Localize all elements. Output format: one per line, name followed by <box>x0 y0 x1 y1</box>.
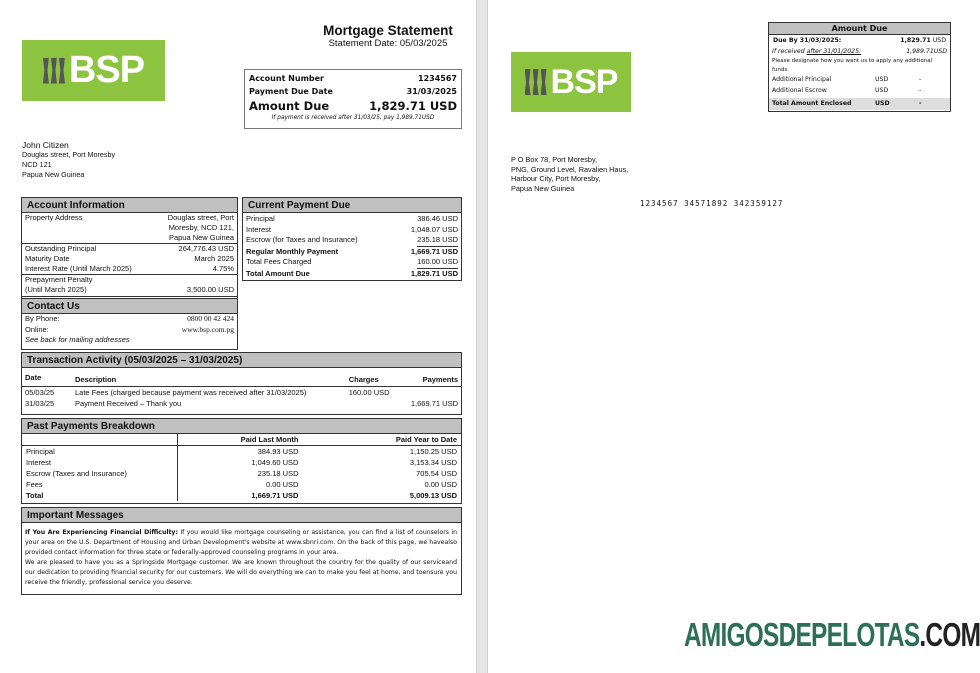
amount-due: 1,829.71 USD <box>369 99 457 113</box>
col-payments: Payments <box>422 374 458 384</box>
currency: USD <box>875 76 889 83</box>
contact-title: Contact Us <box>22 299 237 314</box>
cell: Principal <box>22 446 177 458</box>
payment-row <box>243 247 461 258</box>
payment-label: Regular Monthly Payment <box>246 246 339 256</box>
rate-label: Interest Rate (Until March 2025) <box>25 264 132 273</box>
micr-line: 1234567 34571892 342359127 <box>640 199 784 208</box>
cell: 1,669.71 USD <box>251 491 299 500</box>
property-label: Property Address <box>25 213 83 222</box>
watermark <box>684 616 980 654</box>
payment-value: 1,048.07 USD <box>410 224 458 234</box>
payment-coupon <box>768 22 951 112</box>
cell <box>346 398 400 409</box>
cell: 1,049.60 USD <box>251 458 299 467</box>
payment-value: 1,829.71 USD <box>410 268 458 278</box>
add-escrow-label: Additional Escrow <box>772 87 827 94</box>
total-enclosed-label: Total Amount Enclosed <box>772 100 852 107</box>
due-date-label: Payment Due Date <box>249 87 333 96</box>
section-title: Past Payments Breakdown <box>22 419 461 434</box>
watermark-name: AMIGOSDEPELOTAS <box>684 616 920 653</box>
return-address <box>511 155 628 193</box>
page-divider <box>476 0 488 673</box>
important-messages <box>21 507 462 595</box>
payment-row <box>243 235 461 247</box>
cell: 235.18 USD <box>257 469 299 478</box>
past-payment-row <box>22 446 461 458</box>
cell: Interest <box>22 457 177 468</box>
section-title: Transaction Activity (05/03/2025 – 31/03/2025) <box>22 353 461 368</box>
cell: Late Fees (charged because payment was received after 31/03/2025) <box>75 388 307 397</box>
late-payment-note: If payment is received after 31/03/25, pay 1,989.71USD <box>271 115 435 121</box>
transaction-row <box>22 387 461 399</box>
online-label: Online: <box>25 325 49 334</box>
account-information <box>21 197 238 350</box>
penalty-label: Prepayment Penalty <box>25 275 93 284</box>
currency: USD <box>875 87 889 94</box>
payment-value: 386.46 USD <box>417 214 458 223</box>
payment-label: Total Fees Charged <box>246 257 312 266</box>
section-title: Current Payment Due <box>243 198 461 213</box>
transaction-activity <box>21 352 462 415</box>
payment-label: Interest <box>246 224 272 234</box>
statement-date: Statement Date: 05/03/2025 <box>328 38 448 49</box>
past-payments-breakdown <box>21 418 462 504</box>
past-payment-row <box>22 468 461 479</box>
payment-row <box>243 269 461 280</box>
section-title: Important Messages <box>22 508 461 523</box>
add-escrow-input[interactable]: - <box>919 87 922 94</box>
cell <box>400 387 461 399</box>
total-enclosed-input[interactable]: - <box>919 100 922 107</box>
cell: 0.00 USD <box>424 480 457 489</box>
recipient-line: Douglas street, Port Moresby <box>22 150 116 159</box>
cell: 705.54 USD <box>416 469 457 478</box>
past-payment-row <box>22 490 461 501</box>
col-description: Description <box>75 374 117 384</box>
account-number: 1234567 <box>418 74 457 83</box>
current-payment-due <box>242 197 462 281</box>
account-number-label: Account Number <box>249 74 324 83</box>
col-charges: Charges <box>348 374 379 384</box>
designate-note: Please designate how you want us to apply any additional funds. <box>772 58 933 73</box>
add-principal-input[interactable]: - <box>919 76 922 83</box>
bsp-logo <box>22 40 165 101</box>
payment-label: Escrow (for Taxes and Insurance) <box>246 235 358 244</box>
payment-label: Principal <box>246 214 275 223</box>
maturity-value: March 2025 <box>194 254 234 263</box>
account-summary-box <box>244 69 462 129</box>
cell: Escrow (Taxes and Insurance) <box>22 468 177 479</box>
col-last-month: Paid Last Month <box>240 435 299 444</box>
maturity-label: Maturity Date <box>25 254 70 263</box>
cell: 160.00 USD <box>348 388 390 397</box>
outstanding-value: 264,776.43 USD <box>178 244 234 253</box>
currency: USD <box>932 37 946 44</box>
address-line: Harbour City, Port Moresby, <box>511 174 601 183</box>
phone-label: By Phone: <box>25 314 60 323</box>
page-title: Mortgage Statement <box>323 23 453 38</box>
address-line: P O Box 78, Port Moresby, <box>511 155 598 164</box>
pillars-icon <box>525 69 547 95</box>
after-label: If received <box>772 48 807 55</box>
payment-value: 1,669.71 USD <box>410 246 458 256</box>
penalty-value: 3,500.00 USD <box>186 285 234 294</box>
coupon-title: Amount Due <box>769 23 950 35</box>
bsp-logo <box>511 52 631 112</box>
after-date: after 31/01/2025: <box>806 48 862 55</box>
payment-label: Total Amount Due <box>246 268 310 278</box>
payment-row <box>243 214 461 225</box>
watermark-tld: .COM <box>919 616 980 653</box>
section-title: Account Information <box>22 198 237 213</box>
payment-value: 160.00 USD <box>417 257 458 269</box>
recipient-line: NCD 121 <box>22 160 52 169</box>
property-line: Papua New Guinea <box>168 233 234 242</box>
cell: Payment Received – Thank you <box>75 399 182 408</box>
due-by-label: Due By 31/03/2025: <box>773 37 842 44</box>
website-link[interactable]: www.bsp.com.pg <box>181 325 234 334</box>
payment-row <box>243 225 461 236</box>
cell: 5,009.13 USD <box>409 491 457 500</box>
amount-due-label: Amount Due <box>249 99 330 113</box>
recipient-line: Papua New Guinea <box>22 170 85 179</box>
add-principal-label: Additional Principal <box>772 76 832 83</box>
logo-text: BSP <box>68 49 145 91</box>
address-line: PNG, Ground Level, Ravalien Haus, <box>511 164 629 174</box>
recipient-name: John Citizen <box>22 140 69 150</box>
currency: USD <box>875 100 890 107</box>
past-payment-row <box>22 457 461 468</box>
statement-header <box>300 23 476 49</box>
cell: 0.00 USD <box>265 480 299 489</box>
past-payment-row <box>22 479 461 490</box>
cell: 3,153.34 USD <box>409 458 457 467</box>
due-date: 31/03/2025 <box>406 87 457 96</box>
cell: 31/03/25 <box>25 399 55 408</box>
payment-value: 235.18 USD <box>417 235 458 247</box>
cell: 384.93 USD <box>257 447 299 456</box>
payment-row <box>243 257 461 269</box>
due-by-amount: 1,829.71 <box>900 37 931 44</box>
cell: 05/03/25 <box>25 388 55 397</box>
message-paragraph: We are pleased to have you as a Springside Mortgage customer. We are known throughout the country for the quality of our serviceand our dedication to providing financial security for our customers. We will do everything we can to make you feel at home, and toensure you receive the friendly, professional service you deserve. <box>25 559 457 586</box>
property-line: Douglas street, Port <box>167 213 234 222</box>
cell: Total <box>22 490 177 501</box>
recipient-address <box>22 140 115 180</box>
cell: 1,150.25 USD <box>409 447 457 456</box>
message-paragraph: If you would like mortgage counseling or assistance, you can find a list of counselors in your area on the U.S. Department of Housing and Urban Development's website at www.sbnri.com. On the back of this page, we havealso provided contact information for three state or federally-approved counseling programs in your area. <box>25 529 458 556</box>
after-amount: 1,989.71USD <box>906 48 947 55</box>
property-line: Moresby, NCD 121, <box>168 223 234 232</box>
mailing-note: See back for mailing addresses <box>25 335 130 344</box>
logo-text: BSP <box>550 62 618 101</box>
col-blank <box>22 434 177 446</box>
transaction-row <box>22 398 461 409</box>
phone-value: 0800 00 42 424 <box>187 314 234 323</box>
penalty-until: (Until March 2025) <box>25 285 87 294</box>
col-ytd: Paid Year to Date <box>395 435 457 444</box>
address-line: Papua New Guinea <box>511 183 575 193</box>
rate-value: 4.75% <box>212 264 234 273</box>
message-lead: If You Are Experiencing Financial Difficulty: <box>25 529 178 536</box>
col-date: Date <box>25 373 42 382</box>
pillars-icon <box>43 58 65 84</box>
cell: Fees <box>22 479 177 490</box>
cell: 1,669.71 USD <box>410 399 458 408</box>
outstanding-label: Outstanding Principal <box>25 244 97 253</box>
